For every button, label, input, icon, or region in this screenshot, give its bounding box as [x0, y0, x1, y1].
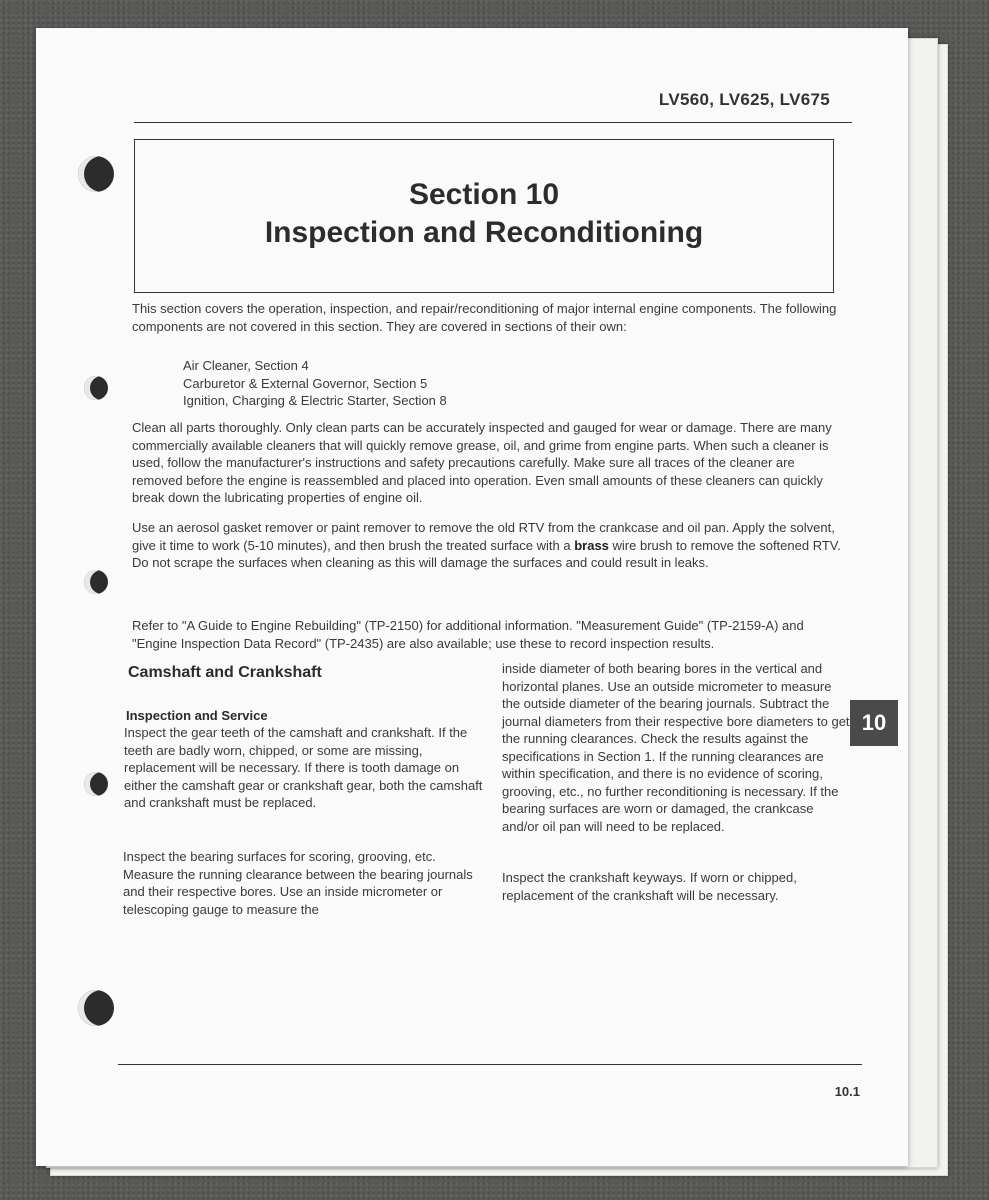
header-rule — [134, 122, 852, 123]
footer-rule — [118, 1064, 862, 1065]
rtv-bold-text: brass — [574, 537, 609, 553]
list-item: Ignition, Charging & Electric Starter, Section 8 — [183, 393, 447, 408]
bearing-measurement-paragraph: inside diameter of both bearing bores in the vertical and horizontal planes. Use an outside micrometer to measure the outside diameter of the bearing journals. Subtract the journal diameters from their respective bore diameters to get the running clearances. Check the results against the specifications in Section 1. If the running clearances are within specification, and there is no evidence of scoring, grooving, etc., no further reconditioning is necessary. If the bearing surfaces are worn or damaged, the crankcase and/or oil pan will need to be replaced. — [502, 661, 850, 834]
inspection-subheading: Inspection and Service — [126, 708, 268, 723]
section-title-box — [134, 139, 834, 293]
cleaning-paragraph: Clean all parts thoroughly. Only clean parts can be accurately inspected and gauged for wear or damage. There are many commercially available cleaners that will quickly remove grease, oil, and grime from engine parts. When such a cleaner is used, follow the manufacturer's instructions and safety precautions carefully. Make sure all traces of the cleaner are removed before the engine is reassembled and placed into operation. Even small amounts of these cleaners can quickly break down the lubricating properties of engine oil. — [132, 420, 832, 505]
page-number: 10.1 — [834, 1084, 860, 1099]
camshaft-heading: Camshaft and Crankshaft — [128, 664, 322, 681]
rtv-paragraph — [132, 519, 842, 572]
section-number: Section 10 — [408, 178, 560, 211]
binder-hole — [84, 772, 108, 796]
section-tab: 10 — [850, 700, 898, 746]
binder-hole — [78, 156, 114, 192]
keyway-paragraph: Inspect the crankshaft keyways. If worn or chipped, replacement of the crankshaft will be necessary. — [502, 870, 797, 903]
list-item: Carburetor & External Governor, Section 5 — [183, 375, 428, 391]
gear-inspection-paragraph: Inspect the gear teeth of the camshaft and crankshaft. If the teeth are badly worn, chipped, or some are missing, replacement will be necessary. If there is tooth damage on either the camshaft gear or crankshaft gear, both the camshaft and crankshaft must be replaced. — [124, 725, 483, 810]
manual-page — [36, 28, 908, 1166]
model-header: LV560, LV625, LV675 — [658, 90, 830, 109]
reference-paragraph: Refer to "A Guide to Engine Rebuilding" (TP-2150) for additional information. "Measurement Guide" (TP-2159-A) and "Engine Inspection Data Record" (TP-2435) are also available; use these to record inspection results. — [132, 618, 804, 651]
rtv-text: wire brush to remove the softened RTV. Do not scrape the surfaces when cleaning as this will damage the surfaces and could result in leaks. — [132, 537, 841, 570]
list-item: Air Cleaner, Section 4 — [183, 358, 309, 373]
component-list — [183, 357, 583, 410]
binder-hole — [78, 990, 114, 1026]
binder-hole — [84, 570, 108, 594]
rtv-text: Use an aerosol gasket remover or paint remover to remove the old RTV from the crankcase and oil pan. Apply the solvent, give it time to work (5-10 minutes), and then brush the treated surface with a — [132, 520, 835, 553]
binder-hole — [84, 376, 108, 400]
intro-paragraph: This section covers the operation, inspection, and repair/reconditioning of major internal engine components. The following components are not covered in this section. They are covered in sections of their own: — [132, 301, 837, 334]
section-title: Inspection and Reconditioning — [264, 216, 704, 249]
bearing-inspection-paragraph: Inspect the bearing surfaces for scoring, grooving, etc. Measure the running clearance between the bearing journals and their respective bores. Use an inside micrometer or telescoping gauge to measure the — [123, 849, 473, 917]
